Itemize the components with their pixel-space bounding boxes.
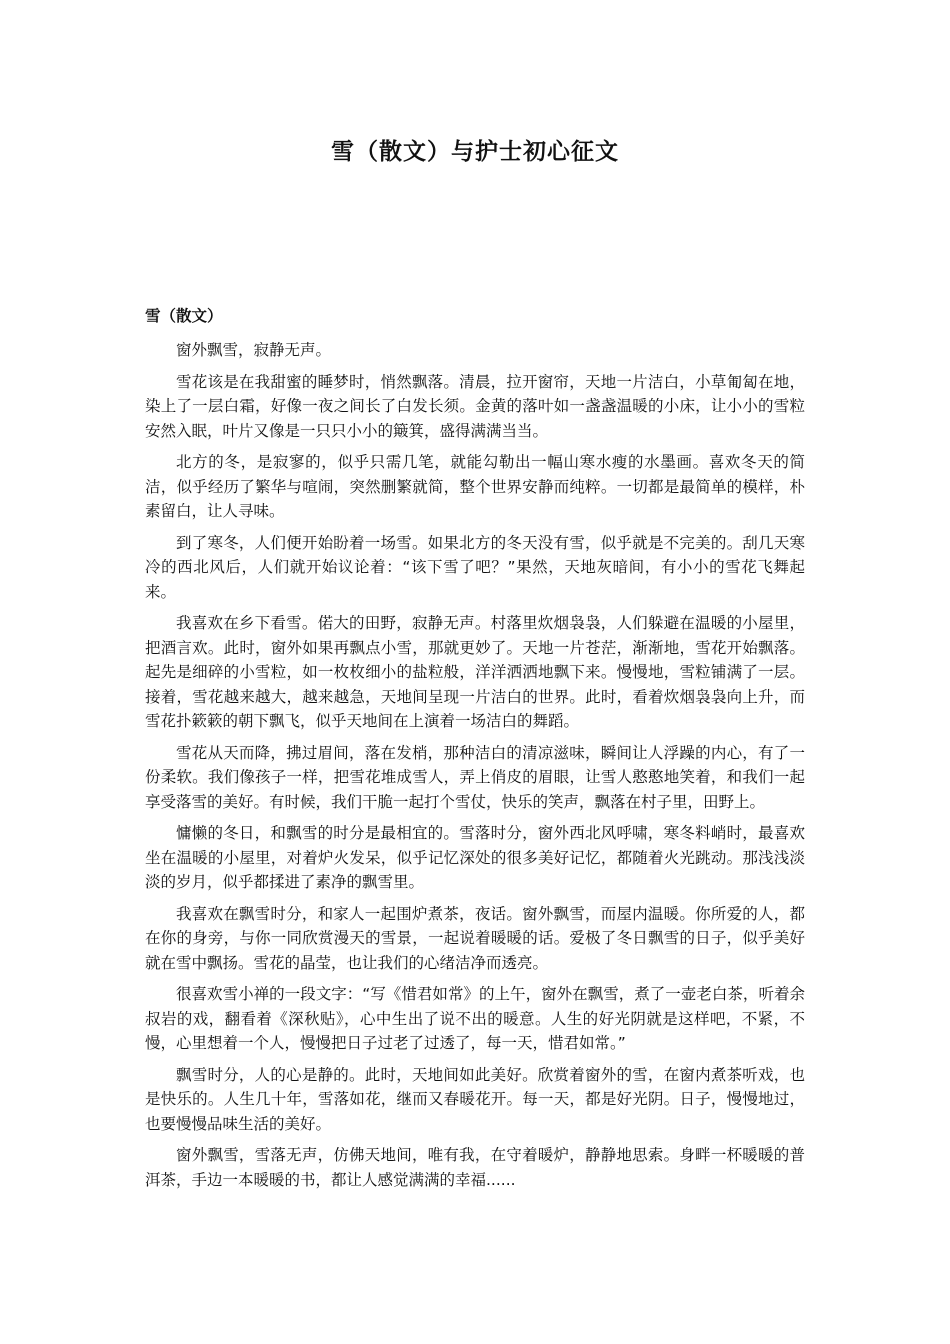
paragraph: 北方的冬，是寂寥的，似乎只需几笔，就能勾勒出一幅山寒水瘦的水墨画。喜欢冬天的简洁，似乎经历了繁华与喧闹，突然删繁就简，整个世界安静而纯粹。一切都是最简单的模样，朴素留白，让人寻味。 [145, 453, 805, 520]
document-title: 雪（散文）与护士初心征文 [331, 139, 619, 165]
paragraph: 很喜欢雪小禅的一段文字：“写《惜君如常》的上午，窗外在飘雪，煮了一壶老白茶，听着余叔岩的戏，翻看着《深秋贴》，心中生出了说不出的暖意。人生的好光阴就是这样吧，不紧，不慢，心里想着一个人，慢慢把日子过老了过透了，每一天，惜君如常。” [145, 985, 805, 1052]
paragraph: 窗外飘雪，雪落无声，仿佛天地间，唯有我，在守着暖炉，静静地思索。身畔一杯暖暖的普洱茶，手边一本暖暖的书，都让人感觉满满的幸福...... [145, 1146, 805, 1189]
paragraph: 我喜欢在乡下看雪。偌大的田野，寂静无声。村落里炊烟袅袅，人们躲避在温暖的小屋里，把酒言欢。此时，窗外如果再飘点小雪，那就更妙了。天地一片苍茫，渐渐地，雪花开始飘落。起先是细碎的小雪粒，如一枚枚细小的盐粒般，洋洋洒洒地飘下来。慢慢地，雪粒铺满了一层。接着，雪花越来越大，越来越急，天地间呈现一片洁白的世界。此时，看着炊烟袅袅向上升，而雪花扑簌簌的朝下飘飞，似乎天地间在上演着一场洁白的舞蹈。 [145, 614, 805, 730]
paragraph: 慵懒的冬日，和飘雪的时分是最相宜的。雪落时分，窗外西北风呼啸，寒冬料峭时，最喜欢坐在温暖的小屋里，对着炉火发呆，似乎记忆深处的很多美好记忆，都随着火光跳动。那浅浅淡淡的岁月，似乎都揉进了素净的飘雪里。 [145, 824, 805, 891]
paragraph: 飘雪时分，人的心是静的。此时，天地间如此美好。欣赏着窗外的雪，在窗内煮茶听戏，也是快乐的。人生几十年，雪落如花，继而又春暖花开。每一天，都是好光阴。日子，慢慢地过，也要慢慢品味生活的美好。 [145, 1065, 805, 1133]
paragraph: 窗外飘雪，寂静无声。 [176, 341, 332, 359]
paragraph: 雪花从天而降，拂过眉间，落在发梢，那种洁白的清凉滋味，瞬间让人浮躁的内心，有了一份柔软。我们像孩子一样，把雪花堆成雪人，弄上俏皮的眉眼，让雪人憨憨地笑着，和我们一起享受落雪的美好。有时候，我们干脆一起打个雪仗，快乐的笑声，飘落在村子里，田野上。 [145, 743, 805, 811]
paragraph: 我喜欢在飘雪时分，和家人一起围炉煮茶，夜话。窗外飘雪，而屋内温暖。你所爱的人，都在你的身旁，与你一同欣赏漫天的雪景，一起说着暖暖的话。爱极了冬日飘雪的日子，似乎美好就在雪中飘扬。雪花的晶莹，也让我们的心绪洁净而透亮。 [145, 904, 805, 972]
section-title: 雪（散文） [145, 307, 223, 325]
paragraph: 到了寒冬，人们便开始盼着一场雪。如果北方的冬天没有雪，似乎就是不完美的。刮几天寒冷的西北风后，人们就开始议论着：“该下雪了吧？”果然，天地灰暗间，有小小的雪花飞舞起来。 [145, 533, 805, 601]
document-body [145, 304, 805, 1199]
paragraph: 雪花该是在我甜蜜的睡梦时，悄然飘落。清晨，拉开窗帘，天地一片洁白，小草匍匐在地，染上了一层白霜，好像一夜之间长了白发长须。金黄的落叶如一盏盏温暖的小床，让小小的雪粒安然入眠，叶片又像是一只只小小的簸箕，盛得满满当当。 [145, 372, 805, 440]
